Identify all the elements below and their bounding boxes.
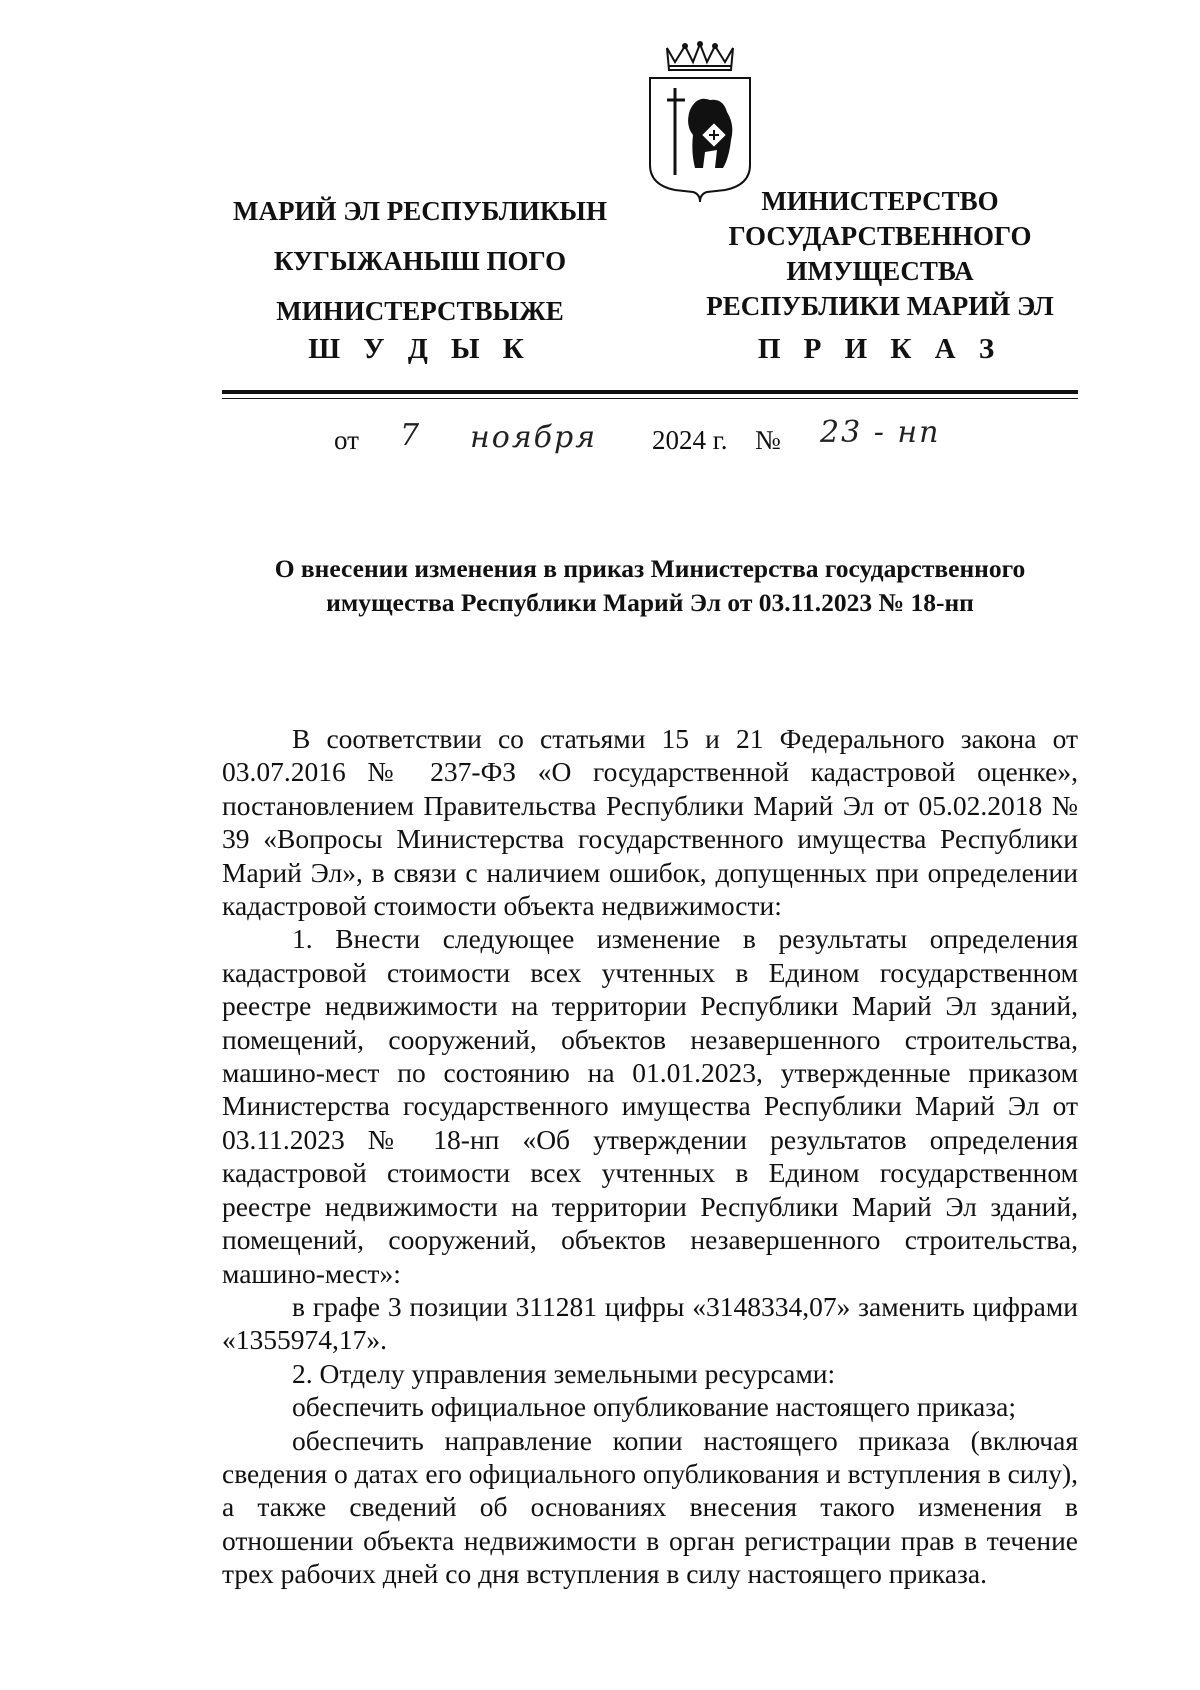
- coat-of-arms-icon: [645, 40, 755, 205]
- body-paragraph-1: В соответствии со статьями 15 и 21 Федерального закона от 03.07.2016 № 237-ФЗ «О государственной кадастровой оценке», постановлением Правительства Республики Марий Эл от 05.02.2018 № 39 «Вопросы Министерства государственного имущества Республики Марий Эл», в связи с наличием ошибок, допущенных при определении кадастровой стоимости объекта недвижимости:: [222, 723, 1078, 922]
- body-paragraph-6: обеспечить направление копии настоящего приказа (включая сведения о датах его официального опубликования и вступления в силу), а также сведений об основаниях внесения такого изменения в отношении объекта недвижимости в орган регистрации прав в течение трех рабочих дней со дня вступления в силу настоящего приказа.: [222, 1424, 1078, 1590]
- body-paragraph-4: 2. Отделу управления земельными ресурсами:: [292, 1357, 836, 1389]
- header-right-line-2: ГОСУДАРСТВЕННОГО: [728, 221, 1032, 251]
- order-word-russian: П Р И К А З: [757, 333, 1003, 365]
- document-body: [222, 722, 1078, 1591]
- date-day-handwritten: 7: [400, 418, 422, 453]
- date-year: 2024 г.: [652, 425, 728, 455]
- date-month-handwritten: ноября: [470, 420, 598, 455]
- body-paragraph-5: обеспечить официальное опубликование настоящего приказа;: [292, 1391, 1016, 1423]
- header-right-line-1: МИНИСТЕРСТВО: [761, 186, 999, 216]
- body-paragraph-2: 1. Внести следующее изменение в результаты определения кадастровой стоимости всех учтенных в Едином государственном реестре недвижимости на территории Республики Марий Эл зданий, помещений, сооружений, объектов незавершенного строительства, машино-мест по состоянию на 01.01.2023, утвержденные приказом Министерства государственного имущества Республики Марий Эл от 03.11.2023 № 18-нп «Об утверждении результатов определения кадастровой стоимости всех учтенных в Едином государственном реестре недвижимости на территории Республики Марий Эл зданий, помещений, сооружений, объектов незавершенного строительства, машино-мест»:: [222, 923, 1078, 1289]
- header-divider-thick: [222, 390, 1078, 394]
- header-left-block: [200, 186, 640, 336]
- date-prefix: от: [334, 425, 359, 455]
- header-left-line-1: МАРИЙ ЭЛ РЕСПУБЛИКЫН: [233, 196, 607, 226]
- order-word-mari: Ш У Д Ы К: [308, 333, 532, 365]
- body-paragraph-3: в графе 3 позиции 311281 цифры «3148334,07» заменить цифрами «1355974,17».: [222, 1290, 1078, 1356]
- number-handwritten: 23 - нп: [820, 415, 941, 450]
- number-label: №: [755, 425, 781, 455]
- document-title: [215, 552, 1085, 620]
- title-line-1: О внесении изменения в приказ Министерства государственного: [274, 554, 1026, 583]
- header-left-line-3: МИНИСТЕРСТВЫЖЕ: [276, 296, 564, 326]
- title-line-2: имущества Республики Марий Эл от 03.11.2023 № 18-нп: [326, 588, 974, 617]
- header-right-block: [680, 184, 1080, 324]
- header-left-line-2: КУГЫЖАНЫШ ПОГО: [273, 246, 567, 276]
- header-right-line-4: РЕСПУБЛИКИ МАРИЙ ЭЛ: [706, 291, 1054, 321]
- header-divider-thin: [222, 398, 1078, 399]
- header-right-line-3: ИМУЩЕСТВА: [786, 256, 974, 286]
